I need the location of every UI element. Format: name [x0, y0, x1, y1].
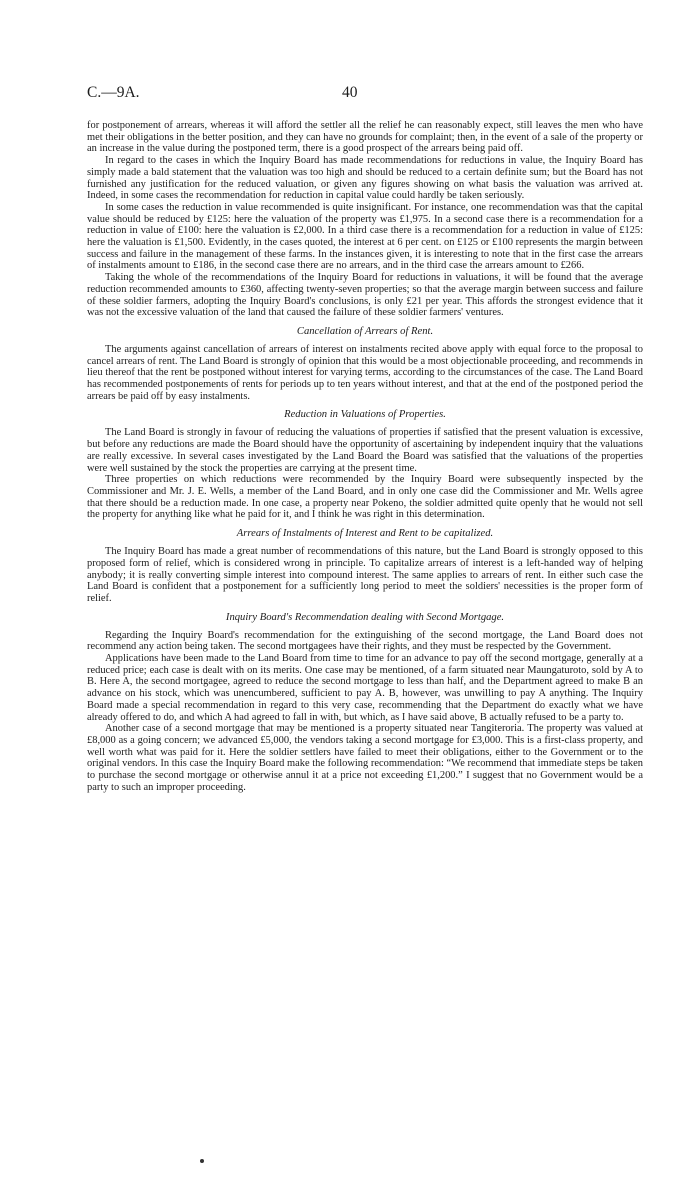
paragraph: The Inquiry Board has made a great number of recommendations of this nature, but the Land Board is strongly opposed to this proposed form of relief, which is considered wrong in principle. To capitalize arrears of interest is a left-handed way of helping anybody; it is really converting simple interest into compound interest. The same applies to arrears of rent. In either such case the Land Board is confident that a postponement for a sufficiently long period to meet the soldiers' necessities is the proper form of relief. [87, 546, 643, 604]
continued-paragraph: for postponement of arrears, whereas it will afford the settler all the relief he can reasonably expect, still leaves the men who have met their obligations in the better position, and they can have no grounds for complaint; then, in the event of a sale of the property or an increase in the value during the postponed term, there is a good prospect of the arrears being paid off. [87, 120, 643, 155]
paragraph: Three properties on which reductions were recommended by the Inquiry Board were subsequently inspected by the Commissioner and Mr. J. E. Wells, a member of the Land Board, and in only one case did the Commissioner and Mr. Wells agree that there should be a reduction made. In one case, a property near Pokeno, the soldier admitted quite openly that he would not sell the property for anything like what he paid for it, and I think he was right in this determination. [87, 474, 643, 521]
document-body [87, 120, 643, 793]
paragraph: Applications have been made to the Land Board from time to time for an advance to pay off the second mortgage, generally at a reduced price; each case is dealt with on its merits. One case may be mentioned, of a farm situated near Maungaturoto, sold by A to B. Here A, the second mortgagee, agreed to reduce the second mortgage to less than half, and the Department agreed to make B an advance on his stock, which was unencumbered, sufficient to pay A. B, however, was unwilling to pay A anything. The Inquiry Board made a special recommendation in regard to this very case, recommending that the Department do exactly what we have already offered to do, and which A had agreed to fall in with, but which, as I have said above, B actually refused to be a party to. [87, 653, 643, 723]
paragraph: The arguments against cancellation of arrears of interest on instalments recited above apply with equal force to the proposal to cancel arrears of rent. The Land Board is strongly of opinion that this would be a most objectionable proceeding, and recommends in lieu thereof that the rent be postponed without interest for varying terms, according to the circumstances of the case. The Land Board has recommended postponements of rents for periods up to ten years without interest, and that at the end of the postponed period the arrears be paid off by easy instalments. [87, 343, 644, 402]
section-heading: Inquiry Board's Recommendation dealing with Second Mortgage. [225, 611, 505, 623]
paragraph: The Land Board is strongly in favour of reducing the valuations of properties if satisfied that the present valuation is excessive, but before any reductions are made the Board should have the opportunity of ascertaining by independent inquiry that the valuations are really excessive. In several cases investigated by the Land Board the Board was satisfied that the valuations of the properties were well sustained by the stock the properties are carrying at the present time. [87, 427, 643, 474]
page-header [87, 84, 643, 108]
paragraph: Another case of a second mortgage that may be mentioned is a property situated near Tangiteroria. The property was valued at £8,000 as a going concern; we advanced £5,000, the vendors taking a second mortgage for £3,000. This is a first-class property, and well worth what was paid for it. Here the soldier settlers have failed to meet their obligations, either to the Government or to the original vendors. In this case the Inquiry Board make the following recommendation: “We recommend that immediate steps be taken to purchase the second mortgage or otherwise annul it at a price not exceeding £1,200.” I suggest that no Government would be a party to such an improper proceeding. [87, 723, 643, 793]
section-heading: Arrears of Instalments of Interest and Rent to be capitalized. [236, 528, 494, 540]
section-heading: Reduction in Valuations of Properties. [284, 409, 446, 421]
page-number: 40 [342, 84, 358, 101]
paragraph: In some cases the reduction in value recommended is quite insignificant. For instance, one recommendation was that the capital value should be reduced by £125: here the valuation of the property was £1,975. In a second case there is a recommendation for a reduction in value of £100: here the valuation is £2,000. In a third case there is a recommendation for a reduction in value of £125: here the valuation is £1,500. Evidently, in the cases quoted, the interest at 6 per cent. on £125 or £100 represents the margin between success and failure in the management of these farms. In the instances given, it is interesting to note that in the first case the arrears of instalments amount to £186, in the second case there are no arrears, and in the third case the arrears amount to £266. [87, 201, 643, 272]
paragraph: Regarding the Inquiry Board's recommendation for the extinguishing of the second mortgage, the Land Board does not recommend any action being taken. The second mortgagees have their rights, and they must be respected by the Government. [87, 629, 643, 653]
paragraph: In regard to the cases in which the Inquiry Board has made recommendations for reductions in value, the Inquiry Board has simply made a bald statement that the valuation was too high and should be reduced to a certain definite sum; but the Board has not furnished any justification for the reduced valuation, or given any figures showing on what basis the valuation was arrived at. Indeed, in some cases the recommendation for reduction in capital value could hardly be taken seriously. [87, 155, 643, 202]
document-reference: C.—9A. [87, 84, 140, 101]
page-mark [200, 1159, 204, 1163]
section-heading: Cancellation of Arrears of Rent. [296, 325, 434, 337]
paragraph: Taking the whole of the recommendations of the Inquiry Board for reductions in valuations, it will be found that the average reduction recommended amounts to £360, affecting twenty-seven properties; so that the average margin between success and failure of these soldier farmers, adopting the Inquiry Board's conclusions, is only £21 per year. This affords the strongest evidence that it was not the excessive valuation of the land that caused the failure of these soldier farmers' ventures. [87, 272, 643, 319]
